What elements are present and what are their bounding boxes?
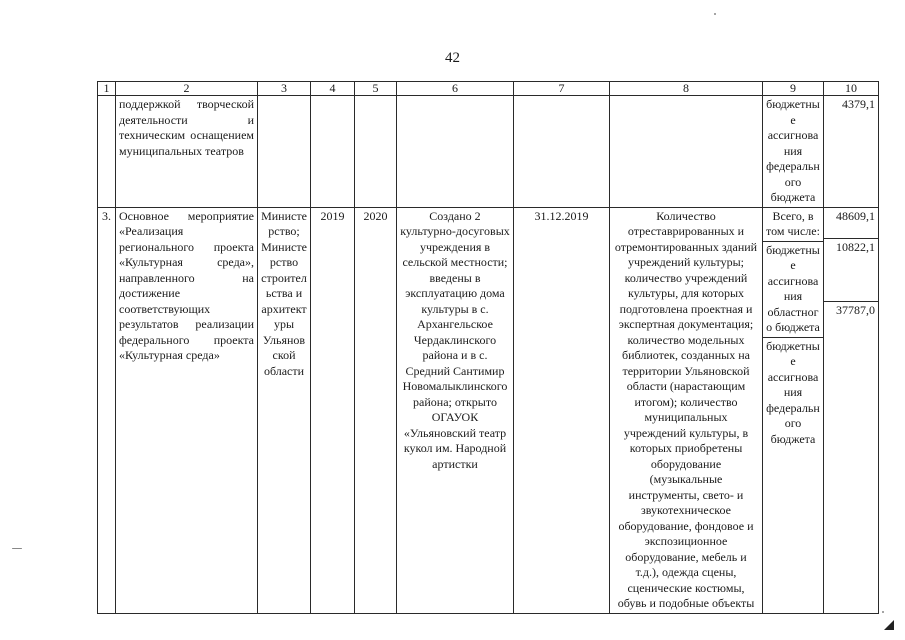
header-col-3: 3 (258, 82, 311, 96)
source-federal: бюджетные ассигнования федерального бюджета (766, 338, 820, 446)
amount-total: 48609,1 (836, 208, 875, 223)
header-col-5: 5 (355, 82, 397, 96)
header-col-1: 1 (98, 82, 116, 96)
table-row-continuation (98, 96, 879, 208)
table-row-3 (98, 207, 879, 613)
header-col-10: 10 (824, 82, 879, 96)
source-total: Всего, в том числе: (763, 208, 823, 242)
header-col-6: 6 (397, 82, 514, 96)
row-amounts (824, 207, 879, 613)
scan-artifact (714, 13, 716, 15)
header-col-4: 4 (311, 82, 355, 96)
header-col-9: 9 (763, 82, 824, 96)
row-executor: Министерство; Министерство строительства и архитектуры Ульяновской области (258, 207, 311, 613)
scan-artifact (12, 548, 22, 549)
amount-regional: 10822,1 (836, 239, 875, 254)
scan-corner-mark (884, 620, 894, 630)
row-name: Основное мероприятие «Реализация регионального проекта «Культурная среда», направленного на достижение соответствующих результатов реализации федерального проекта «Культурная среда» (116, 207, 258, 613)
page-number: 42 (445, 50, 460, 66)
header-col-7: 7 (514, 82, 610, 96)
header-row (98, 82, 879, 96)
continuation-name: поддержкой творческой деятельности и техническим оснащением муниципальных театров (116, 96, 258, 208)
program-table (97, 81, 879, 614)
header-col-2: 2 (116, 82, 258, 96)
row-number: 3. (98, 207, 116, 613)
continuation-amount: 4379,1 (824, 96, 879, 208)
header-col-8: 8 (610, 82, 763, 96)
row-sources (763, 207, 824, 613)
row-result: Создано 2 культурно-досуговых учреждения в сельской местности; введены в эксплуатацию дома культуры в с. Архангельское Чердаклинского района и в с. Средний Сантимир Новомалыклинского района; открыто ОГАУОК «Ульяновский театр кукол им. Народной артистки (397, 207, 514, 613)
row-date: 31.12.2019 (514, 207, 610, 613)
continuation-source: бюджетные ассигнования федерального бюджета (763, 96, 824, 208)
row-year-start: 2019 (311, 207, 355, 613)
row-year-end: 2020 (355, 207, 397, 613)
row-indicators: Количество отреставрированных и отремонтированных зданий учреждений культуры; количество учреждений культуры, для которых подготовлена проектная и экспертная документация; количество модельных библиотек, созданных на территории Ульяновской области (нарастающим итогом); количество муниципальных учреждений культуры, в которых приобретены оборудование (музыкальные инструменты, свето- и звукотехническое оборудование, фондовое и экспозиционное оборудование, мебель и т.д.), одежда сцены, сценические костюмы, обувь и подобные объекты (610, 207, 763, 613)
amount-federal: 37787,0 (836, 302, 875, 317)
scan-artifact (882, 611, 884, 613)
source-regional: бюджетные ассигнования областного бюджета (763, 242, 823, 338)
